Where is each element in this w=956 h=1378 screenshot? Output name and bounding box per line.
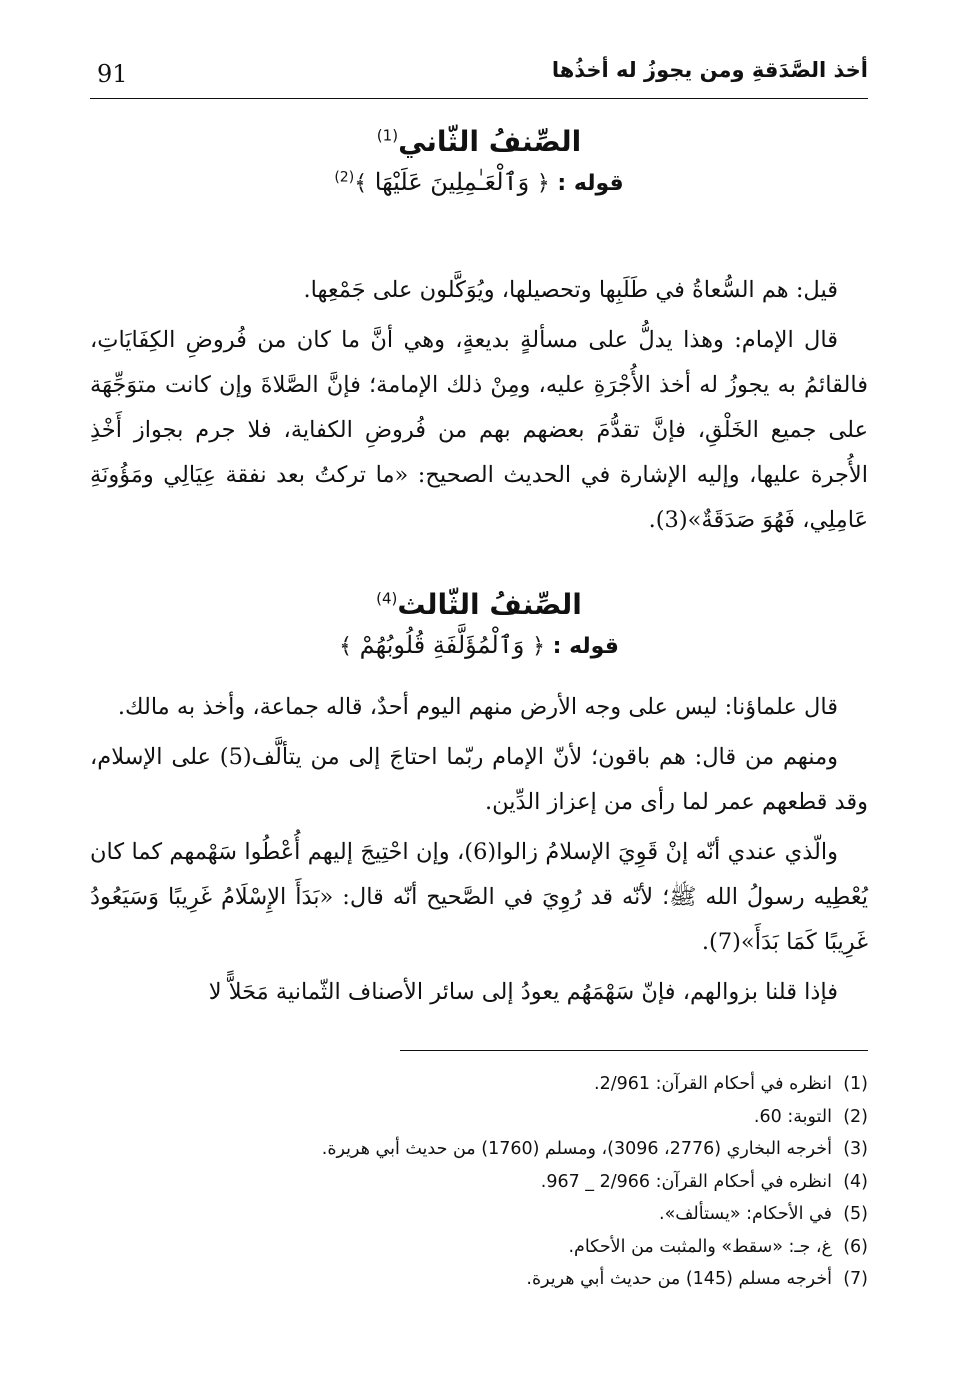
footnote-ref: (2) — [334, 169, 355, 186]
footnote-item — [90, 1263, 868, 1296]
paragraph: فإذا قلنا بزوالهم، فإنّ سَهْمَهُم يعودُ إلى سائر الأصناف الثّمانية مَحَلاًّ لا — [208, 979, 838, 1005]
section-heading-third-category — [90, 588, 868, 659]
paragraph: والّذي عندي أنّه إنْ قَوِيَ الإسلامُ زالوا(6)، وإن احْتِيجَ إليهم أُعْطُوا سَهْمهم كما كان يُعْطِيه رسولُ الله ﷺ؛ لأنّه قد رُوِيَ في الصَّحيح أنّه قال: «بَدَأَ الإِسْلَامُ غَرِيبًا وَسَيَعُودُ غَرِيبًا كَمَا بَدَأَ»(7). — [90, 839, 868, 955]
footnote-number: (1) — [843, 1074, 868, 1094]
quran-quote-line — [90, 168, 868, 196]
ornate-bracket-open: ﴿ — [536, 171, 550, 196]
footnote-item — [90, 1166, 868, 1199]
footnote-item — [90, 1133, 868, 1166]
paragraph: قيل: هم السُّعاةُ في طَلَبِها وتحصيلها، ويُوَكَّلون على جَمْعِها. — [303, 277, 838, 303]
ornate-bracket-close: ﴾ — [354, 171, 368, 196]
paragraph: قال علماؤنا: ليس على وجه الأرض منهم اليوم أحدٌ، قاله جماعة، وأخذ به مالك. — [117, 694, 838, 720]
footnote-item — [90, 1101, 868, 1134]
running-header-title: أخذ الصَّدَقةِ ومن يجوزُ له أخذُها — [551, 58, 868, 82]
quran-verse: وَٱلْمُؤَلَّفَةِ قُلُوبُهُمْ — [359, 631, 525, 659]
footnote-number: (6) — [843, 1236, 868, 1257]
footnote-text: أخرجه البخاري (2776، 3096)، ومسلم (1760) من حديث أبي هريرة. — [321, 1139, 832, 1159]
footnote-text: أخرجه مسلم (145) من حديث أبي هريرة. — [526, 1269, 832, 1289]
footnote-text: انظره في أحكام القرآن: 2/961. — [594, 1074, 832, 1094]
footnote-number: (2) — [843, 1106, 868, 1127]
footnote-ref: (1) — [376, 126, 399, 145]
section-title-text: الصِّنفُ الثّالث — [397, 588, 582, 621]
footnote-number: (5) — [843, 1204, 868, 1224]
footnote-number: (4) — [843, 1171, 868, 1192]
ornate-bracket-open: ﴿ — [532, 634, 545, 659]
page-number: 91 — [97, 60, 128, 88]
footnote-text: انظره في أحكام القرآن: 2/966 _ 967. — [540, 1171, 832, 1192]
section-title — [90, 588, 868, 621]
header-divider — [90, 98, 868, 99]
section-title-text: الصِّنفُ الثّاني — [398, 125, 582, 158]
footnote-ref: (4) — [376, 589, 398, 608]
ornate-bracket-close: ﴾ — [339, 634, 352, 659]
footnote-number: (7) — [843, 1269, 868, 1289]
footnote-divider — [400, 1050, 868, 1051]
quote-label: قوله : — [552, 634, 619, 659]
footnotes — [90, 1068, 868, 1296]
footnote-item — [90, 1068, 868, 1101]
footnote-text: غ، جـ: «سقط» والمثبت من الأحكام. — [568, 1236, 832, 1257]
footnote-text: في الأحكام: «يستألف». — [659, 1204, 832, 1224]
section-body-third-category — [90, 685, 868, 1020]
quote-label: قوله : — [557, 171, 624, 196]
section-title — [90, 125, 868, 158]
quran-verse: وَٱلْعَـٰمِلِينَ عَلَيْهَا — [374, 168, 530, 196]
quran-quote-line — [90, 631, 868, 659]
paragraph: قال الإمام: وهذا يدلُّ على مسألةٍ بديعةٍ، وهي أنَّ ما كان من فُروضِ الكِفَايَاتِ، فالقائمُ به يجوزُ له أخذ الأُجْرَةِ عليه، ومِنْ ذلك الإمامة؛ فإنَّ الصَّلاةَ وإن كانت متوَجِّهَة على جميع الخَلْقِ، فإنَّ تقدُّمَ بعضهم بهم من فُروضِ الكفاية، فلا جرم بجواز أَخْذِ الأُجرة عليها، وإليه الإشارة في الحديث الصحيح: «ما تركتُ بعد نفقة عِيَالِي ومَؤُونَةِ عَامِلِي، فَهُوَ صَدَقَةٌ»(3). — [90, 327, 868, 533]
footnote-item — [90, 1231, 868, 1264]
section-body-second-category — [90, 268, 868, 548]
footnote-item — [90, 1198, 868, 1231]
footnote-number: (3) — [843, 1139, 868, 1159]
footnote-text: التوبة: 60. — [753, 1106, 832, 1127]
paragraph: ومنهم من قال: هم باقون؛ لأنّ الإمام ربّما احتاجَ إلى من يتألَّف(5) على الإسلام، وقد قطعهم عمر لما رأى من إعزاز الدِّين. — [90, 744, 868, 815]
section-heading-second-category — [90, 125, 868, 196]
